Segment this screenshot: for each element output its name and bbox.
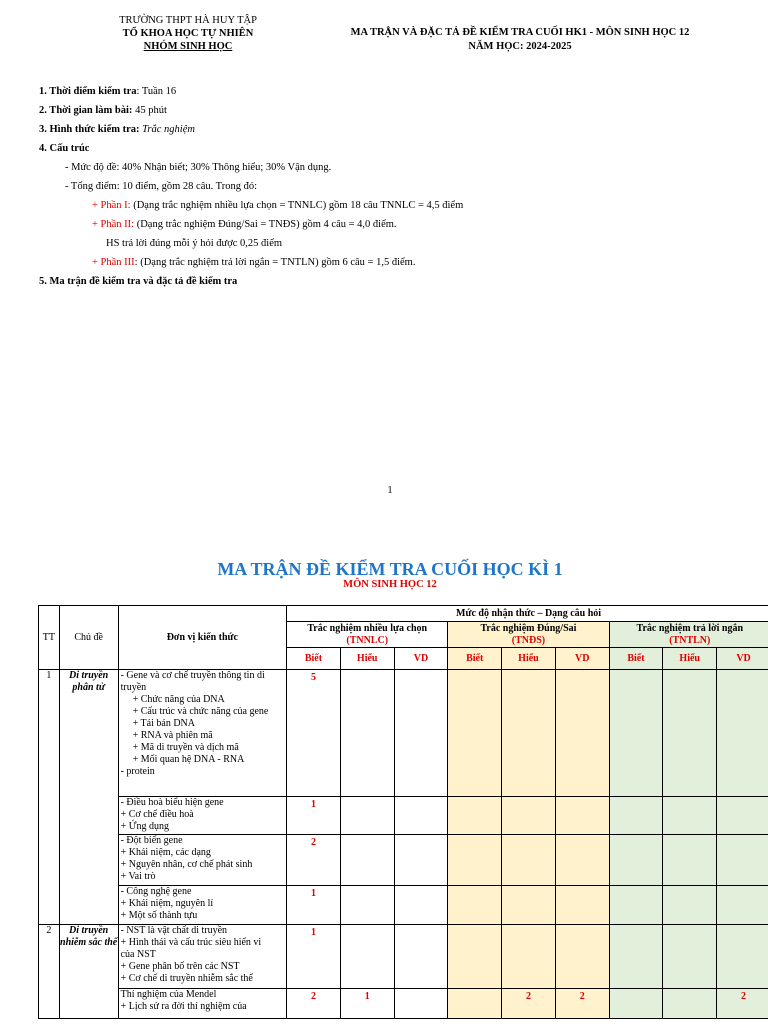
count-cell: 1 (287, 797, 341, 835)
count-cell (502, 886, 556, 925)
department-name: TỔ KHOA HỌC TỰ NHIÊN (122, 28, 254, 39)
count-cell (340, 835, 394, 886)
level-hieu: Hiểu (340, 648, 394, 670)
knowledge-unit: - Đột biến gene + Khái niệm, các dạng + Nguyên nhân, cơ chế phát sinh + Vai trò (118, 835, 286, 886)
count-cell (340, 670, 394, 797)
info-part1: + Phần I: (Dạng trắc nghiệm nhiều lựa chọn = TNNLC) gồm 18 câu TNNLC = 4,5 điểm (92, 200, 464, 211)
count-cell (448, 886, 502, 925)
count-cell (609, 797, 663, 835)
col-levels: Mức độ nhận thức – Dạng câu hỏi (287, 606, 768, 622)
level-hieu: Hiểu (663, 648, 717, 670)
exam-matrix-table (38, 605, 768, 1019)
level-vd: VD (717, 648, 768, 670)
count-cell (663, 925, 717, 989)
count-cell: 2 (555, 989, 609, 1019)
info-part2-note: HS trả lời đúng mỗi ý hỏi được 0,25 điểm (106, 238, 283, 249)
count-cell (448, 670, 502, 797)
count-cell (394, 989, 448, 1019)
level-biet: Biết (609, 648, 663, 670)
document-title-line2: NĂM HỌC: 2024-2025 (468, 41, 572, 52)
count-cell (502, 925, 556, 989)
count-cell (394, 835, 448, 886)
matrix-title: MA TRẬN ĐỀ KIỂM TRA CUỐI HỌC KÌ 1 (217, 559, 563, 579)
info-structure-heading: 4. Cấu trúc (39, 143, 90, 154)
table-row (39, 925, 768, 989)
count-cell: 2 (287, 989, 341, 1019)
count-cell: 2 (502, 989, 556, 1019)
knowledge-unit: - Công nghệ gene + Khái niệm, nguyên lí + Một số thành tựu (118, 886, 286, 925)
count-cell (502, 835, 556, 886)
level-vd: VD (394, 648, 448, 670)
knowledge-unit: - Gene và cơ chế truyền thông tin di truyền + Chức năng của DNA + Cấu trúc và chức năng của gene + Tái bản DNA + RNA và phiên mã + Mã di truyền và dịch mã + Mối quan hệ DNA - RNA - protein (118, 670, 286, 797)
count-cell: 1 (340, 989, 394, 1019)
knowledge-unit: Thí nghiệm của Mendel + Lịch sử ra đời thí nghiệm của (118, 989, 286, 1019)
count-cell: 1 (287, 886, 341, 925)
count-cell (609, 925, 663, 989)
exam-info (39, 82, 739, 291)
info-time-point: 1. Thời điểm kiểm tra: Tuần 16 (39, 86, 177, 97)
matrix-subtitle: MÔN SINH HỌC 12 (343, 579, 437, 590)
count-cell (663, 886, 717, 925)
group-tnnlc: Trắc nghiệm nhiều lựa chọn (TNNLC) (287, 622, 448, 648)
count-cell (555, 797, 609, 835)
count-cell (555, 886, 609, 925)
count-cell (609, 886, 663, 925)
count-cell (394, 925, 448, 989)
school-name: TRƯỜNG THPT HÀ HUY TẬP (119, 15, 257, 26)
group-tntln: Trắc nghiệm trả lời ngắn (TNTLN) (609, 622, 768, 648)
group-tnds: Trắc nghiệm Đúng/Sai (TNĐS) (448, 622, 609, 648)
count-cell: 2 (717, 989, 768, 1019)
document-title-line1: MA TRẬN VÀ ĐẶC TẢ ĐỀ KIỂM TRA CUỐI HK1 - MÔN SINH HỌC 12 (350, 27, 690, 38)
header-row-1 (39, 606, 768, 622)
info-difficulty: - Mức độ đề: 40% Nhận biết; 30% Thông hiểu; 30% Vận dụng. (65, 162, 332, 173)
count-cell (340, 886, 394, 925)
level-biet: Biết (448, 648, 502, 670)
count-cell (717, 835, 768, 886)
group-name: NHÓM SINH HỌC (143, 41, 233, 52)
count-cell (394, 886, 448, 925)
count-cell: 5 (287, 670, 341, 797)
table-row (39, 670, 768, 797)
level-biet: Biết (287, 648, 341, 670)
count-cell (394, 797, 448, 835)
table-row (39, 797, 768, 835)
topic-number: 1 (39, 670, 60, 925)
count-cell (448, 989, 502, 1019)
document-title (330, 26, 710, 54)
info-matrix-heading: 5. Ma trận đề kiểm tra và đặc tả đề kiểm tra (39, 276, 238, 287)
count-cell (717, 670, 768, 797)
count-cell (394, 670, 448, 797)
count-cell (340, 925, 394, 989)
col-topic: Chủ đề (59, 606, 118, 670)
table-row (39, 886, 768, 925)
count-cell (609, 989, 663, 1019)
topic-name: Di truyền phân tử (59, 670, 118, 925)
count-cell (609, 835, 663, 886)
info-total-score: - Tổng điểm: 10 điểm, gồm 28 câu. Trong đó: (65, 181, 258, 192)
count-cell (717, 886, 768, 925)
count-cell (663, 989, 717, 1019)
count-cell (448, 797, 502, 835)
count-cell (717, 797, 768, 835)
topic-number: 2 (39, 925, 60, 1019)
count-cell (448, 925, 502, 989)
level-vd: VD (555, 648, 609, 670)
info-format: 3. Hình thức kiểm tra: Trắc nghiệm (39, 124, 195, 135)
count-cell (663, 835, 717, 886)
count-cell (448, 835, 502, 886)
count-cell: 2 (287, 835, 341, 886)
count-cell (663, 670, 717, 797)
count-cell (502, 670, 556, 797)
info-duration: 2. Thời gian làm bài: 45 phút (39, 105, 167, 116)
table-row (39, 835, 768, 886)
count-cell (555, 835, 609, 886)
count-cell (663, 797, 717, 835)
table-row (39, 989, 768, 1019)
knowledge-unit: - NST là vật chất di truyền + Hình thái và cấu trúc siêu hiển vi của NST + Gene phân bố trên các NST + Cơ chế di truyền nhiễm sắc thể (118, 925, 286, 989)
count-cell (717, 925, 768, 989)
count-cell (555, 925, 609, 989)
info-part2: + Phần II: (Dạng trắc nghiệm Đúng/Sai = TNĐS) gồm 4 câu = 4,0 điểm. (92, 219, 397, 230)
count-cell (340, 797, 394, 835)
count-cell: 1 (287, 925, 341, 989)
knowledge-unit: - Điều hoà biểu hiện gene + Cơ chế điều hoà + Ứng dụng (118, 797, 286, 835)
info-part3: + Phần III: (Dạng trắc nghiệm trả lời ngắn = TNTLN) gồm 6 câu = 1,5 điểm. (92, 257, 416, 268)
topic-name: Di truyền nhiễm sắc thể (59, 925, 118, 1019)
school-header (100, 14, 276, 53)
col-unit: Đơn vị kiến thức (118, 606, 286, 670)
col-tt: TT (39, 606, 60, 670)
page-number: 1 (387, 485, 393, 496)
count-cell (555, 670, 609, 797)
count-cell (609, 670, 663, 797)
count-cell (502, 797, 556, 835)
level-hieu: Hiểu (502, 648, 556, 670)
